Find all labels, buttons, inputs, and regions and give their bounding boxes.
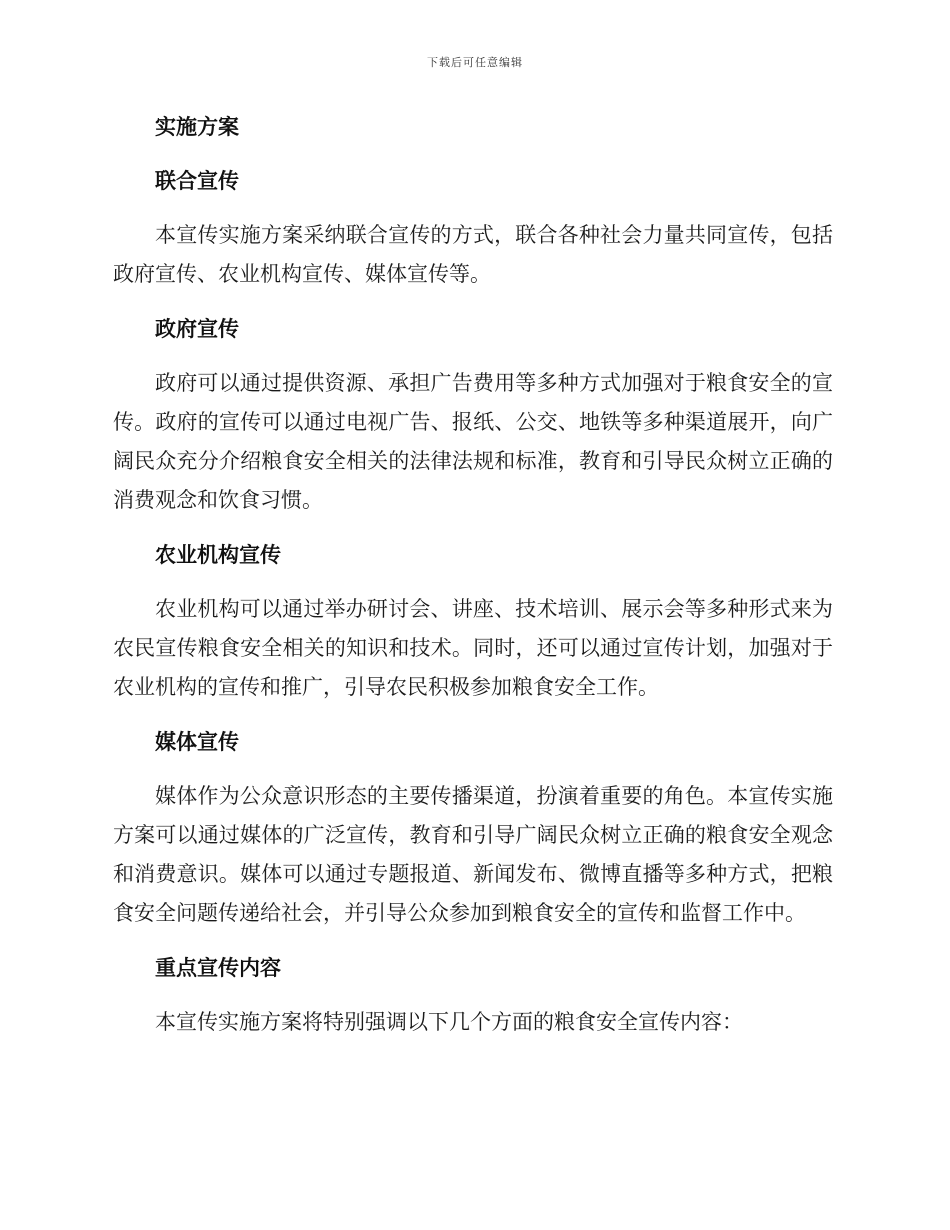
section-heading-agricultural-institution-publicity: 农业机构宣传 [155,543,281,567]
paragraph-government-publicity: 政府可以通过提供资源、承担广告费用等多种方式加强对于粮食安全的宣传。政府的宣传可以通过电视广告、报纸、公交、地铁等多种渠道展开，向广阔民众充分介绍粮食安全相关的法律法规和标准，教育和引导民众树立正确的消费观念和饮食习惯。 [113,371,833,512]
paragraph-key-publicity-content: 本宣传实施方案将特别强调以下几个方面的粮食安全宣传内容： [155,1010,743,1034]
paragraph-agricultural-institution-publicity: 农业机构可以通过举办研讨会、讲座、技术培训、展示会等多种形式来为农民宣传粮食安全相关的知识和技术。同时，还可以通过宣传计划，加强对于农业机构的宣传和推广，引导农民积极参加粮食安全工作。 [113,597,833,699]
section-heading-media-publicity: 媒体宣传 [155,730,239,754]
section-heading-key-publicity-content: 重点宣传内容 [155,956,281,980]
section-heading-implementation-plan: 实施方案 [155,115,239,139]
paragraph-joint-publicity: 本宣传实施方案采纳联合宣传的方式，联合各种社会力量共同宣传，包括政府宣传、农业机构宣传、媒体宣传等。 [113,223,833,286]
section-heading-joint-publicity: 联合宣传 [155,169,239,193]
document-body [113,108,833,1042]
paragraph-media-publicity: 媒体作为公众意识形态的主要传播渠道，扮演着重要的角色。本宣传实施方案可以通过媒体的广泛宣传，教育和引导广阔民众树立正确的粮食安全观念和消费意识。媒体可以通过专题报道、新闻发布、微博直播等多种方式，把粮食安全问题传递给社会，并引导公众参加到粮食安全的宣传和监督工作中。 [113,784,833,925]
page-header: 下载后可任意编辑 [427,56,523,69]
section-heading-government-publicity: 政府宣传 [155,317,239,341]
